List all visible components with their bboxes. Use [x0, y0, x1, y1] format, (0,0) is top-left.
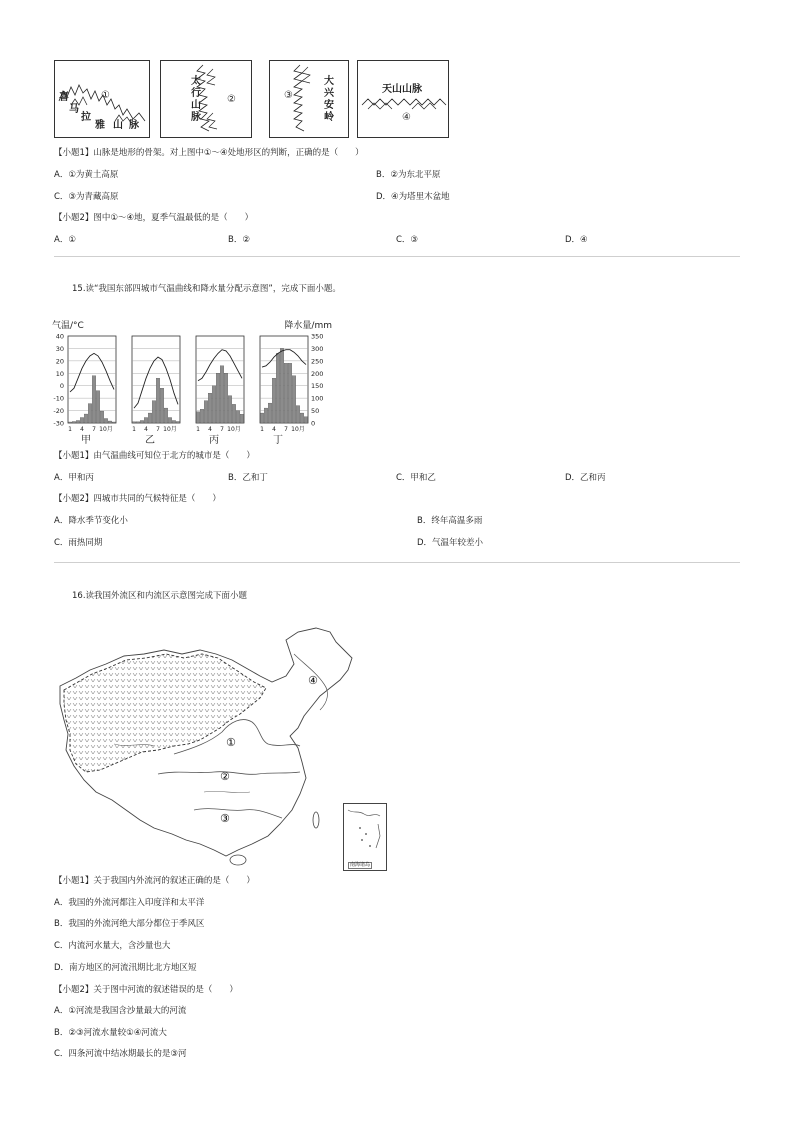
q15-sub2-option-b: B．终年高温多雨 [417, 516, 483, 526]
precip-bar [264, 408, 267, 423]
m1-char-5: 山 [113, 120, 123, 131]
precip-bar [104, 419, 107, 423]
mountain-figure-4 [357, 60, 449, 138]
mountain-figure-1 [54, 60, 150, 138]
panel-name-label: 甲 [81, 435, 91, 446]
precip-tick-label: 150 [311, 382, 324, 391]
precip-tick-label: 50 [311, 407, 320, 416]
panel-name-label: 乙 [145, 435, 155, 446]
month-tick-label: 1 [132, 426, 136, 433]
precip-bar [272, 378, 275, 423]
q16-sub2-option-c: C．四条河流中结冰期最长的是③河 [54, 1049, 187, 1059]
q14-sub1-option-b: B．②为东北平原 [376, 170, 441, 180]
q14-sub1-stem: 【小题1】山脉是地形的骨架。对上图中①～④处地形区的判断，正确的是（ ） [54, 148, 364, 158]
month-tick-label: 10月 [291, 426, 305, 433]
y-axis-title-precipitation: 降水量/mm [284, 321, 332, 331]
month-tick-label: 1 [68, 426, 72, 433]
precip-bar [300, 413, 303, 423]
precip-tick-label: 200 [311, 369, 324, 378]
mountain-figure-3 [269, 60, 349, 138]
q16-sub2-option-a: A．①河流是我国含沙量最大的河流 [54, 1006, 187, 1016]
precip-bar [216, 373, 219, 423]
precip-bar [228, 396, 231, 423]
precip-bar [240, 414, 243, 423]
temp-tick-label: 30 [55, 344, 64, 353]
map-label-4: ④ [308, 674, 318, 687]
precip-bar [168, 418, 171, 423]
precip-bar [100, 411, 103, 423]
m1-char-3: 拉 [81, 112, 91, 123]
m3-char-1: 大 [324, 76, 334, 87]
precip-bar [88, 404, 91, 423]
precip-bar [288, 363, 291, 423]
month-tick-label: 10月 [163, 426, 177, 433]
m2-char-4: 脉 [191, 112, 201, 123]
hainan-island [230, 855, 246, 865]
precip-bar [112, 422, 115, 423]
precip-tick-label: 250 [311, 357, 324, 366]
m3-char-4: 岭 [324, 112, 334, 123]
precip-bar [296, 406, 299, 423]
precip-tick-label: 0 [311, 419, 316, 428]
precip-bar [92, 376, 95, 423]
precip-bar [132, 422, 135, 423]
temp-tick-label: -20 [53, 407, 64, 416]
south-china-sea-inset [343, 803, 387, 871]
month-tick-label: 7 [284, 426, 288, 433]
precip-bar [284, 363, 287, 423]
q14-sub2-option-a: A．① [54, 235, 76, 245]
q15-sub2-option-a: A．降水季节变化小 [54, 516, 128, 526]
month-tick-label: 4 [80, 426, 84, 433]
precip-bar [96, 391, 99, 423]
precip-tick-label: 300 [311, 344, 324, 353]
precip-bar [144, 418, 147, 423]
precip-bar [224, 373, 227, 423]
q16-sub1-stem: 【小题1】关于我国内外流河的叙述正确的是（ ） [54, 876, 255, 886]
divider-1 [54, 256, 740, 257]
q16-sub1-option-d: D．南方地区的河流汛期比北方地区短 [54, 963, 197, 973]
m2-char-2: 行 [191, 88, 201, 99]
month-tick-label: 4 [144, 426, 148, 433]
q16-sub1-option-c: C．内流河水量大，含沙量也大 [54, 941, 171, 951]
map-label-3: ③ [220, 812, 230, 825]
m3-number: ③ [284, 90, 293, 101]
china-drainage-map [54, 624, 390, 874]
precip-bar [76, 421, 79, 423]
precip-bar [68, 422, 71, 423]
panel-name-label: 丁 [273, 435, 283, 446]
m1-char-1: 喜 [59, 92, 69, 103]
temp-tick-label: 40 [55, 332, 64, 341]
temp-tick-label: -10 [53, 394, 64, 403]
precip-bar [220, 366, 223, 423]
q16-sub1-option-a: A．我国的外流河都注入印度洋和太平洋 [54, 898, 205, 908]
mountain-figure-2 [160, 60, 252, 138]
precip-bar [304, 417, 307, 423]
precip-bar [72, 422, 75, 423]
month-tick-label: 4 [208, 426, 212, 433]
m3-char-2: 兴 [324, 88, 334, 99]
month-tick-label: 10月 [227, 426, 241, 433]
m1-char-4: 雅 [95, 120, 105, 131]
temp-tick-label: -30 [53, 419, 64, 428]
tianshan-sketch [358, 61, 448, 137]
precip-bar [80, 418, 83, 423]
q15-sub1-option-b: B．乙和丁 [228, 473, 268, 483]
precip-bar [208, 393, 211, 423]
precip-bar [260, 413, 263, 423]
q15-sub1-stem: 【小题1】由气温曲线可知位于北方的城市是（ ） [54, 451, 255, 461]
precip-bar [196, 412, 199, 423]
q15-sub2-stem: 【小题2】四城市共同的气候特征是（ ） [54, 494, 221, 504]
q14-sub1-option-c: C．③为青藏高原 [54, 192, 119, 202]
m1-char-6: 脉 [129, 120, 139, 131]
precip-bar [276, 353, 279, 423]
precip-bar [212, 386, 215, 423]
q15-sub2-option-d: D．气温年较差小 [417, 538, 484, 548]
q14-sub2-option-c: C．③ [396, 235, 419, 245]
precip-bar [280, 348, 283, 423]
q15-sub1-option-a: A．甲和丙 [54, 473, 94, 483]
q16-sub2-option-b: B．②③河流水量较①④河流大 [54, 1028, 167, 1038]
m4-number: ④ [402, 112, 411, 123]
precip-bar [172, 421, 175, 423]
m2-char-3: 山 [191, 100, 201, 111]
month-tick-label: 10月 [99, 426, 113, 433]
month-tick-label: 4 [272, 426, 276, 433]
month-tick-label: 7 [92, 426, 96, 433]
q15-sub1-option-c: C．甲和乙 [396, 473, 436, 483]
precip-tick-label: 100 [311, 394, 324, 403]
daxinganling-sketch [270, 61, 348, 137]
map-label-2: ② [220, 770, 230, 783]
map-label-1: ① [226, 736, 236, 749]
precip-bar [232, 404, 235, 423]
temp-tick-label: 10 [55, 369, 64, 378]
q14-sub2-stem: 【小题2】图中①～④地，夏季气温最低的是（ ） [54, 213, 254, 223]
q15-sub2-option-c: C．雨热同期 [54, 538, 103, 548]
q14-sub2-option-b: B．② [228, 235, 250, 245]
precip-bar [164, 408, 167, 423]
q16-sub2-stem: 【小题2】关于图中河流的叙述错误的是（ ） [54, 985, 238, 995]
m2-number: ② [227, 94, 236, 105]
m1-char-2: 马 [69, 104, 79, 115]
m3-char-3: 安 [324, 100, 334, 111]
precip-bar [176, 422, 179, 423]
month-tick-label: 7 [220, 426, 224, 433]
precip-bar [148, 413, 151, 423]
panel-name-label: 丙 [209, 435, 219, 446]
precip-bar [204, 401, 207, 423]
precip-bar [292, 376, 295, 423]
q16-title: 16.读我国外流区和内流区示意图完成下面小题 [72, 591, 248, 601]
q14-sub1-option-d: D．④为塔里木盆地 [376, 192, 450, 202]
precip-bar [160, 388, 163, 423]
precip-bar [140, 421, 143, 423]
m2-char-1: 太 [191, 76, 201, 87]
precip-bar [268, 403, 271, 423]
y-axis-title-temperature: 气温/°C [52, 321, 84, 331]
taihang-sketch [161, 61, 251, 137]
precip-bar [200, 409, 203, 423]
q16-sub1-option-b: B．我国的外流河绝大部分都位于季风区 [54, 919, 205, 929]
inset-label: 南海诸岛 [350, 862, 371, 868]
m4-name: 天山山脉 [382, 84, 422, 95]
chart-panel-frame [132, 336, 180, 423]
precip-bar [156, 378, 159, 423]
climate-chart [40, 316, 340, 448]
month-tick-label: 1 [196, 426, 200, 433]
taiwan-island [313, 812, 319, 828]
q14-sub2-option-d: D．④ [565, 235, 588, 245]
precip-bar [84, 414, 87, 423]
m1-number: ① [101, 90, 110, 101]
temp-tick-label: 20 [55, 357, 64, 366]
q15-title: 15.读“我国东部四城市气温曲线和降水量分配示意图”，完成下面小题。 [72, 284, 341, 294]
q14-sub1-option-a: A．①为黄土高原 [54, 170, 119, 180]
q15-sub1-option-d: D．乙和丙 [565, 473, 606, 483]
precip-tick-label: 350 [311, 332, 324, 341]
precip-bar [108, 421, 111, 423]
inset-sketch [344, 804, 386, 858]
temp-tick-label: 0 [59, 382, 64, 391]
month-tick-label: 7 [156, 426, 160, 433]
month-tick-label: 1 [260, 426, 264, 433]
divider-2 [54, 562, 740, 563]
precip-bar [152, 401, 155, 423]
chart-panel-frame [68, 336, 116, 423]
precip-bar [136, 422, 139, 423]
precip-bar [236, 411, 239, 423]
